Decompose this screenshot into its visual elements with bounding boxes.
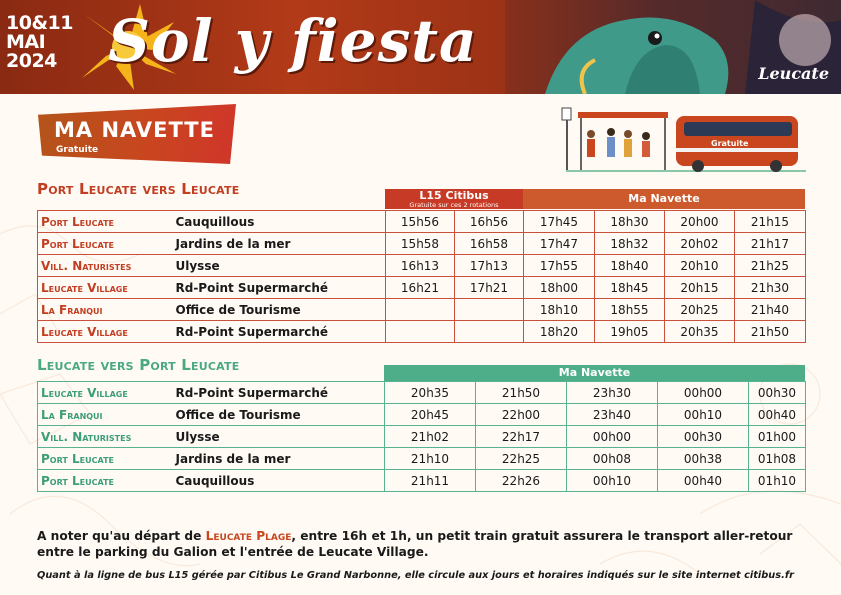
time-cell	[455, 299, 524, 321]
time-cell: 22h00	[476, 404, 567, 426]
time-cell: 18h40	[595, 255, 665, 277]
timetable-port-leucate-to-leucate	[37, 210, 806, 343]
time-cell: 00h10	[658, 404, 749, 426]
table-row	[38, 470, 806, 492]
location-cell: La Franqui	[38, 299, 174, 321]
svg-text:Gratuite: Gratuite	[711, 139, 749, 148]
time-cell: 00h00	[567, 426, 658, 448]
stop-cell: Rd-Point Supermarché	[174, 277, 386, 299]
leucate-logo: Leucate	[758, 64, 829, 83]
time-cell: 16h58	[455, 233, 524, 255]
location-cell: La Franqui	[38, 404, 174, 426]
section1-title: Port Leucate vers Leucate	[37, 180, 240, 198]
table-row	[38, 277, 806, 299]
table-row	[38, 448, 806, 470]
time-cell: 00h40	[749, 404, 806, 426]
time-cell: 18h20	[524, 321, 595, 343]
time-cell: 21h02	[385, 426, 476, 448]
time-cell: 18h45	[595, 277, 665, 299]
timetable-leucate-to-port-leucate	[37, 381, 806, 492]
time-cell: 21h10	[385, 448, 476, 470]
time-cell	[386, 299, 455, 321]
time-cell: 00h30	[749, 382, 806, 404]
table-row	[38, 426, 806, 448]
time-cell: 21h11	[385, 470, 476, 492]
festival-dates: 10&11 MAI 2024	[6, 12, 73, 72]
location-cell: Vill. Naturistes	[38, 426, 174, 448]
stop-cell: Rd-Point Supermarché	[174, 321, 386, 343]
time-cell: 21h40	[735, 299, 806, 321]
time-cell: 18h55	[595, 299, 665, 321]
note-highlight: Leucate Plage	[205, 529, 292, 543]
time-cell: 20h35	[385, 382, 476, 404]
time-cell: 22h26	[476, 470, 567, 492]
table-row	[38, 211, 806, 233]
time-cell: 22h25	[476, 448, 567, 470]
stop-cell: Ulysse	[174, 255, 386, 277]
group-header-navette: Ma Navette	[384, 365, 805, 381]
time-cell: 18h32	[595, 233, 665, 255]
stop-cell: Jardins de la mer	[174, 448, 385, 470]
time-cell: 20h35	[665, 321, 735, 343]
location-cell: Vill. Naturistes	[38, 255, 174, 277]
time-cell: 01h10	[749, 470, 806, 492]
time-cell: 17h55	[524, 255, 595, 277]
location-cell: Port Leucate	[38, 448, 174, 470]
festival-title: Sol y fiesta	[108, 7, 478, 75]
time-cell: 21h25	[735, 255, 806, 277]
time-cell: 16h13	[386, 255, 455, 277]
time-cell: 20h00	[665, 211, 735, 233]
stop-cell: Jardins de la mer	[174, 233, 386, 255]
time-cell: 00h00	[658, 382, 749, 404]
location-cell: Port Leucate	[38, 233, 174, 255]
festival-banner	[0, 0, 841, 94]
bus-stop-illustration	[556, 104, 806, 176]
time-cell: 01h00	[749, 426, 806, 448]
time-cell: 23h30	[567, 382, 658, 404]
table-row	[38, 404, 806, 426]
stop-cell: Ulysse	[174, 426, 385, 448]
table-row	[38, 233, 806, 255]
group-header-citibus: L15 Citibus Gratuite sur ces 2 rotations	[385, 189, 523, 209]
time-cell: 21h15	[735, 211, 806, 233]
time-cell: 21h50	[476, 382, 567, 404]
time-cell: 17h45	[524, 211, 595, 233]
stop-cell: Cauquillous	[174, 211, 386, 233]
stop-cell: Office de Tourisme	[174, 404, 385, 426]
time-cell: 20h02	[665, 233, 735, 255]
time-cell: 00h30	[658, 426, 749, 448]
time-cell: 21h30	[735, 277, 806, 299]
time-cell: 16h21	[386, 277, 455, 299]
time-cell: 20h10	[665, 255, 735, 277]
location-cell: Port Leucate	[38, 470, 174, 492]
location-cell: Leucate Village	[38, 382, 174, 404]
time-cell: 23h40	[567, 404, 658, 426]
time-cell: 18h10	[524, 299, 595, 321]
footer-note: Quant à la ligne de bus L15 gérée par Citibus Le Grand Narbonne, elle circule aux jours et horaires indiqués sur le site internet citibus.fr	[37, 570, 794, 581]
table-row	[38, 255, 806, 277]
time-cell: 17h47	[524, 233, 595, 255]
time-cell: 00h38	[658, 448, 749, 470]
time-cell: 20h15	[665, 277, 735, 299]
time-cell: 00h10	[567, 470, 658, 492]
train-note: A noter qu'au départ de Leucate Plage, entre 16h et 1h, un petit train gratuit assurera le transport aller-retour entre le parking du Galion et l'entrée de Leucate Village.	[37, 529, 793, 559]
time-cell: 20h45	[385, 404, 476, 426]
time-cell: 16h56	[455, 211, 524, 233]
time-cell: 00h08	[567, 448, 658, 470]
time-cell: 15h56	[386, 211, 455, 233]
heading-badge	[38, 104, 236, 164]
time-cell	[386, 321, 455, 343]
bus-icon	[676, 116, 798, 172]
time-cell: 00h40	[658, 470, 749, 492]
table-row	[38, 382, 806, 404]
time-cell: 15h58	[386, 233, 455, 255]
people-icon	[587, 128, 650, 157]
location-cell: Leucate Village	[38, 277, 174, 299]
time-cell	[455, 321, 524, 343]
heading-title: MA NAVETTE	[54, 118, 215, 142]
location-cell: Port Leucate	[38, 211, 174, 233]
table-row	[38, 299, 806, 321]
time-cell: 17h13	[455, 255, 524, 277]
time-cell: 18h30	[595, 211, 665, 233]
table-row	[38, 321, 806, 343]
section2-title: Leucate vers Port Leucate	[37, 356, 240, 374]
time-cell: 21h17	[735, 233, 806, 255]
stop-cell: Rd-Point Supermarché	[174, 382, 385, 404]
time-cell: 21h50	[735, 321, 806, 343]
stop-cell: Cauquillous	[174, 470, 385, 492]
stop-cell: Office de Tourisme	[174, 299, 386, 321]
time-cell: 01h08	[749, 448, 806, 470]
location-cell: Leucate Village	[38, 321, 174, 343]
time-cell: 22h17	[476, 426, 567, 448]
time-cell: 19h05	[595, 321, 665, 343]
time-cell: 17h21	[455, 277, 524, 299]
heading-subtitle: Gratuite	[56, 145, 99, 155]
time-cell: 18h00	[524, 277, 595, 299]
group-header-navette: Ma Navette	[523, 189, 805, 209]
time-cell: 20h25	[665, 299, 735, 321]
